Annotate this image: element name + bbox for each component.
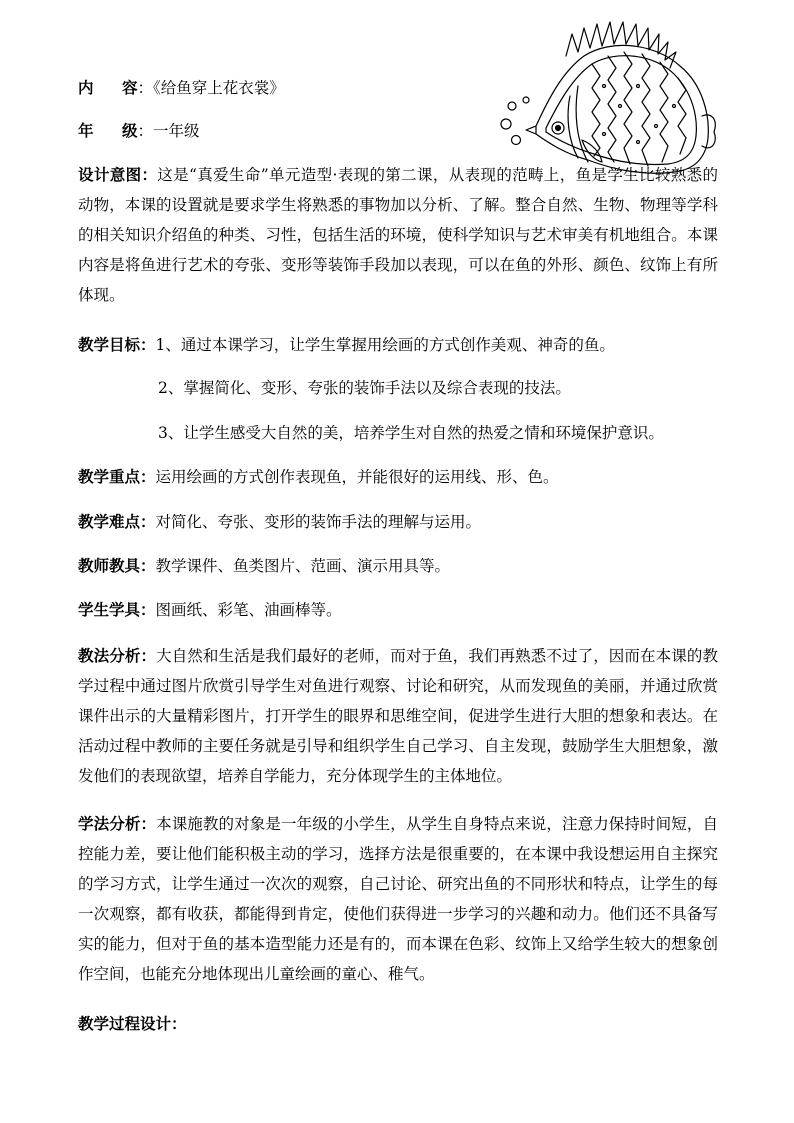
- teaching-method-paragraph: [78, 641, 718, 791]
- goals-item-2: 2、掌握简化、变形、夸张的装饰手法以及综合表现的技法。: [158, 379, 571, 397]
- content-label-a: 内: [78, 78, 94, 97]
- difficulties-line: [78, 512, 481, 532]
- learning-method-colon: ：: [140, 814, 157, 833]
- fish-illustration: [496, 16, 722, 180]
- goals-line-1: [78, 335, 615, 355]
- design-intent-text: 这是“真爱生命”单元造型·表现的第二课，从表现的范畴上，鱼是学生比较熟悉的动物，本课的设置就是要求学生将熟悉的事物加以分析、了解。整合自然、生物、物理等学科的相关知识介绍鱼的种类、习性，包括生活的环境，使科学知识与艺术审美有机地组合。本课内容是将鱼进行艺术的夸张、变形等装饰手段加以表现，可以在鱼的外形、颜色、纹饰上有所体现。: [78, 166, 718, 304]
- learning-method-label: 学法分析: [78, 814, 141, 833]
- teacher-tools-line: [78, 556, 450, 576]
- design-intent-paragraph: [78, 160, 718, 310]
- teaching-method-label: 教法分析: [78, 646, 141, 665]
- key-points-label: 教学重点: [78, 467, 141, 486]
- learning-method-text: 本课施教的对象是一年级的小学生，从学生自身特点来说，注意力保持时间短，自控能力差，要让他们能积极主动的学习，选择方法是很重要的，在本课中我设想运用自主探究的学习方式，让学生通过一次次的观察，自己讨论、研究出鱼的不同形状和特点，让学生的每一次观察，都有收获，都能得到肯定，使他们获得进一步学习的兴趣和动力。他们还不具备写实的能力，但对于鱼的基本造型能力还是有的，而本课在色彩、纹饰上又给学生较大的想象创作空间，也能充分地体现出儿童绘画的童心、稚气。: [78, 815, 718, 983]
- learning-method-paragraph: [78, 809, 718, 989]
- goals-item-3: 3、让学生感受大自然的美，培养学生对自然的热爱之情和环境保护意识。: [158, 424, 664, 442]
- design-intent-label: 设计意图: [78, 165, 142, 184]
- teaching-method-colon: ：: [140, 646, 157, 665]
- key-points-colon: ：: [140, 467, 156, 486]
- process-label: 教学过程设计：: [78, 1014, 187, 1033]
- grade-line: [78, 121, 200, 141]
- grade-label-b: 级: [122, 121, 138, 140]
- difficulties-label: 教学难点: [78, 512, 141, 531]
- goals-label: 教学目标: [78, 335, 141, 354]
- student-tools-line: [78, 600, 342, 620]
- key-points-line: [78, 467, 559, 487]
- process-heading: [78, 1014, 187, 1034]
- goals-colon: ：: [140, 335, 156, 354]
- content-line: [78, 78, 285, 98]
- difficulties-colon: ：: [140, 512, 156, 531]
- teacher-tools-text: 教学课件、鱼类图片、范画、演示用具等。: [155, 557, 451, 575]
- grade-colon: ：: [137, 122, 154, 140]
- key-points-text: 运用绘画的方式创作表现鱼，并能很好的运用线、形、色。: [155, 468, 559, 486]
- teacher-tools-colon: ：: [140, 556, 156, 575]
- grade-label-a: 年: [78, 121, 94, 140]
- student-tools-text: 图画纸、彩笔、油画棒等。: [155, 601, 342, 619]
- content-value: 《给鱼穿上花衣裳》: [153, 79, 285, 97]
- content-label-b: 容: [122, 78, 138, 97]
- teaching-method-text: 大自然和生活是我们最好的老师，而对于鱼，我们再熟悉不过了，因而在本课的教学过程中通过图片欣赏引导学生对鱼进行观察、讨论和研究，从而发现鱼的美丽，并通过欣赏课件出示的大量精彩图片，打开学生的眼界和思维空间，促进学生进行大胆的想象和表达。在活动过程中教师的主要任务就是引导和组织学生自己学习、自主发现，鼓励学生大胆想象，激发他们的表现欲望，培养自学能力，充分体现学生的主体地位。: [78, 647, 718, 785]
- teacher-tools-label: 教师教具: [78, 556, 141, 575]
- student-tools-label: 学生学具: [78, 600, 141, 619]
- grade-value: 一年级: [153, 122, 200, 140]
- design-intent-colon: ：: [141, 165, 158, 184]
- difficulties-text: 对简化、夸张、变形的装饰手法的理解与运用。: [155, 513, 482, 531]
- student-tools-colon: ：: [140, 600, 156, 619]
- content-colon: ：: [137, 79, 154, 97]
- goals-item-1: 1、通过本课学习，让学生掌握用绘画的方式创作美观、神奇的鱼。: [155, 336, 615, 354]
